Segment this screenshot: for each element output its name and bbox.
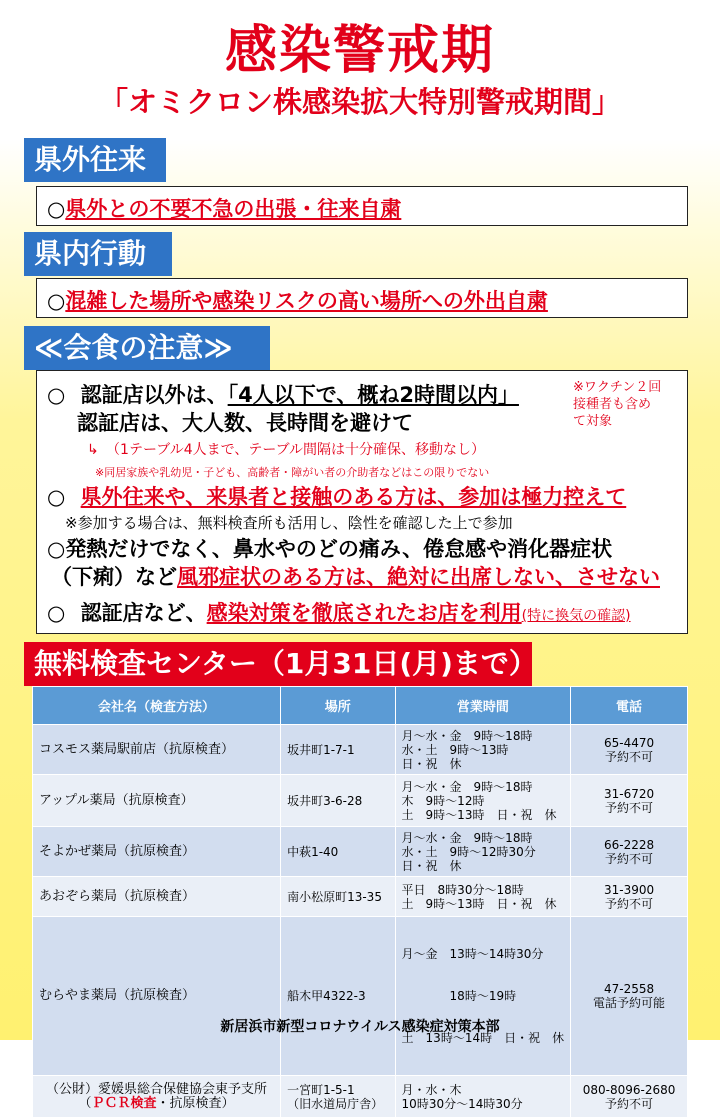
dining-item1-emph: 「4人以下で、概ね2時間以内」 [227,383,519,407]
hours [395,877,571,917]
outside-box [36,186,688,226]
table-row [33,725,688,775]
company-name: あおぞら薬局（抗原検査） [33,877,281,917]
section-heading-testing: 無料検査センター（1月31日(月)まで） [24,642,532,686]
phone-number: 31-3900 [603,882,655,897]
place [281,1076,395,1118]
place: 坂井町3-6-28 [281,775,395,827]
dining-item4-pre: 認証店など、 [80,601,207,625]
hours [395,917,571,1076]
place-line: （旧水道局庁舎） [287,1096,384,1111]
hours [395,775,571,827]
hours-line: 月～金 13時～14時30分 [401,947,544,961]
pcr-label: ＰＣＲ検査 [91,1095,157,1111]
company-name [33,1076,281,1118]
dining-item2-text: 県外往来や、来県者と接触のある方は、参加は極力控えて [80,485,627,509]
paren: （ [78,1095,92,1111]
company-name-line [39,1097,274,1111]
hours-line: 月・水・木 [401,1082,462,1097]
company-name: アップル薬局（抗原検査） [33,775,281,827]
phone-number: 66-2228 [603,837,655,852]
table-header: 会社名（検査方法） [33,687,281,725]
dining-item1-line4: ※同居家族や乳幼児・子ども、高齢者・障がい者の介助者などはこの限りでない [95,466,490,479]
table-header: 電話 [571,687,688,725]
company-name: コスモス薬局駅前店（抗原検査） [33,725,281,775]
hours-line: 月～水・金 9時～18時 [401,779,533,794]
outside-text: 県外との不要不急の出張・往来自粛 [65,197,402,221]
dining-item4-suffix: (特に換気の確認) [521,608,631,624]
dining-item2-note: ※参加する場合は、無料検査所も活用し、陰性を確認した上で参加 [65,514,513,532]
company-name: むらやま薬局（抗原検査） [33,917,281,1076]
hours-line: 木 9時～12時 [401,793,485,808]
place-line: 一宮町1-5-1 [287,1082,355,1097]
hours [395,827,571,877]
hours-line: 10時30分～14時30分 [401,1096,523,1111]
hours-line: 平日 8時30分～18時 [401,882,524,897]
phone-number: 31-6720 [603,786,655,801]
table-row [33,827,688,877]
hours-line: 18時～19時 [401,989,517,1003]
testing-center-table [32,686,688,1118]
dining-item3-pre: （下痢）など [51,565,177,589]
hours-line: 土 9時～13時 日・祝 休 [401,807,557,822]
place: 南小松原町13-35 [281,877,395,917]
table-row [33,917,688,1076]
section-heading-inside: 県内行動 [24,232,172,276]
phone-note: 電話予約可能 [593,996,666,1010]
dining-item4-emph: 感染対策を徹底されたお店を利用 [206,601,522,625]
phone-number: 080-8096-2680 [582,1082,676,1097]
table-header: 営業時間 [395,687,571,725]
hours-line: 水・土 9時～12時30分 [401,844,536,859]
hours-line: 土 13時～14時 日・祝 休 [401,1031,565,1045]
hours-line: 日・祝 休 [401,858,462,873]
company-name-line: （公財）愛媛県総合保健協会東予支所 [46,1081,268,1097]
phone-note: 予約不可 [605,851,654,866]
phone [571,877,688,917]
company-name: そよかぜ薬局（抗原検査） [33,827,281,877]
table-row [33,775,688,827]
vaccine-note [573,379,661,430]
phone-note: 予約不可 [605,896,654,911]
phone-number: 47-2558 [603,982,655,996]
section-heading-dining: ≪会食の注意≫ [24,326,270,370]
dining-item1-line3: （1テーブル4人まで、テーブル間隔は十分確保、移動なし） [106,442,486,458]
bullet: ○ [47,383,66,407]
footer-org: 新居浜市新型コロナウイルス感染症対策本部 [220,1019,500,1035]
hours-line: 月～水・金 9時～18時 [401,830,533,845]
phone-note: 予約不可 [605,1096,654,1111]
dining-item3-line1: ○発熱だけでなく、鼻水やのどの痛み、倦怠感や消化器症状 [47,537,613,561]
page-title: 感染警戒期 [224,21,495,81]
hours [395,1076,571,1118]
section-heading-outside: 県外往来 [24,138,166,182]
vaccine-note-line: ※ワクチン２回 [573,380,662,395]
dining-item1-pre: 認証店以外は、 [80,383,228,407]
bullet: ○ [47,289,66,313]
page-subtitle: 「オミクロン株感染拡大特別警戒期間」 [98,85,621,119]
hours-line: 水・土 9時～13時 [401,742,509,757]
arrow-icon: ↳ [87,442,99,458]
phone [571,917,688,1076]
bullet: ○ [47,485,66,509]
place: 坂井町1-7-1 [281,725,395,775]
hours-line: 日・祝 休 [401,756,462,771]
dining-item3-emph: 風邪症状のある方は、絶対に出席しない、させない [177,565,660,589]
inside-box [36,278,688,318]
phone-number: 65-4470 [603,735,655,750]
phone [571,775,688,827]
hours-line: 月～水・金 9時～18時 [401,728,533,743]
place: 中萩1-40 [281,827,395,877]
dining-box [36,370,688,634]
phone-note: 予約不可 [605,800,654,815]
dining-item1-line2: 認証店は、大人数、長時間を避けて [77,411,413,435]
table-header: 場所 [281,687,395,725]
place: 船木甲4322-3 [281,917,395,1076]
inside-text: 混雑した場所や感染リスクの高い場所への外出自粛 [65,289,548,313]
phone-note: 予約不可 [605,749,654,764]
bullet: ○ [47,197,66,221]
bullet: ○ [47,601,66,625]
table-row [33,877,688,917]
phone [571,1076,688,1118]
phone [571,827,688,877]
table-row [33,1076,688,1118]
method-rest: ・抗原検査） [156,1095,235,1111]
vaccine-note-line: て対象 [573,414,613,429]
phone [571,725,688,775]
vaccine-note-line: 接種者も含め [573,397,652,412]
hours [395,725,571,775]
hours-line: 土 9時～13時 日・祝 休 [401,896,557,911]
